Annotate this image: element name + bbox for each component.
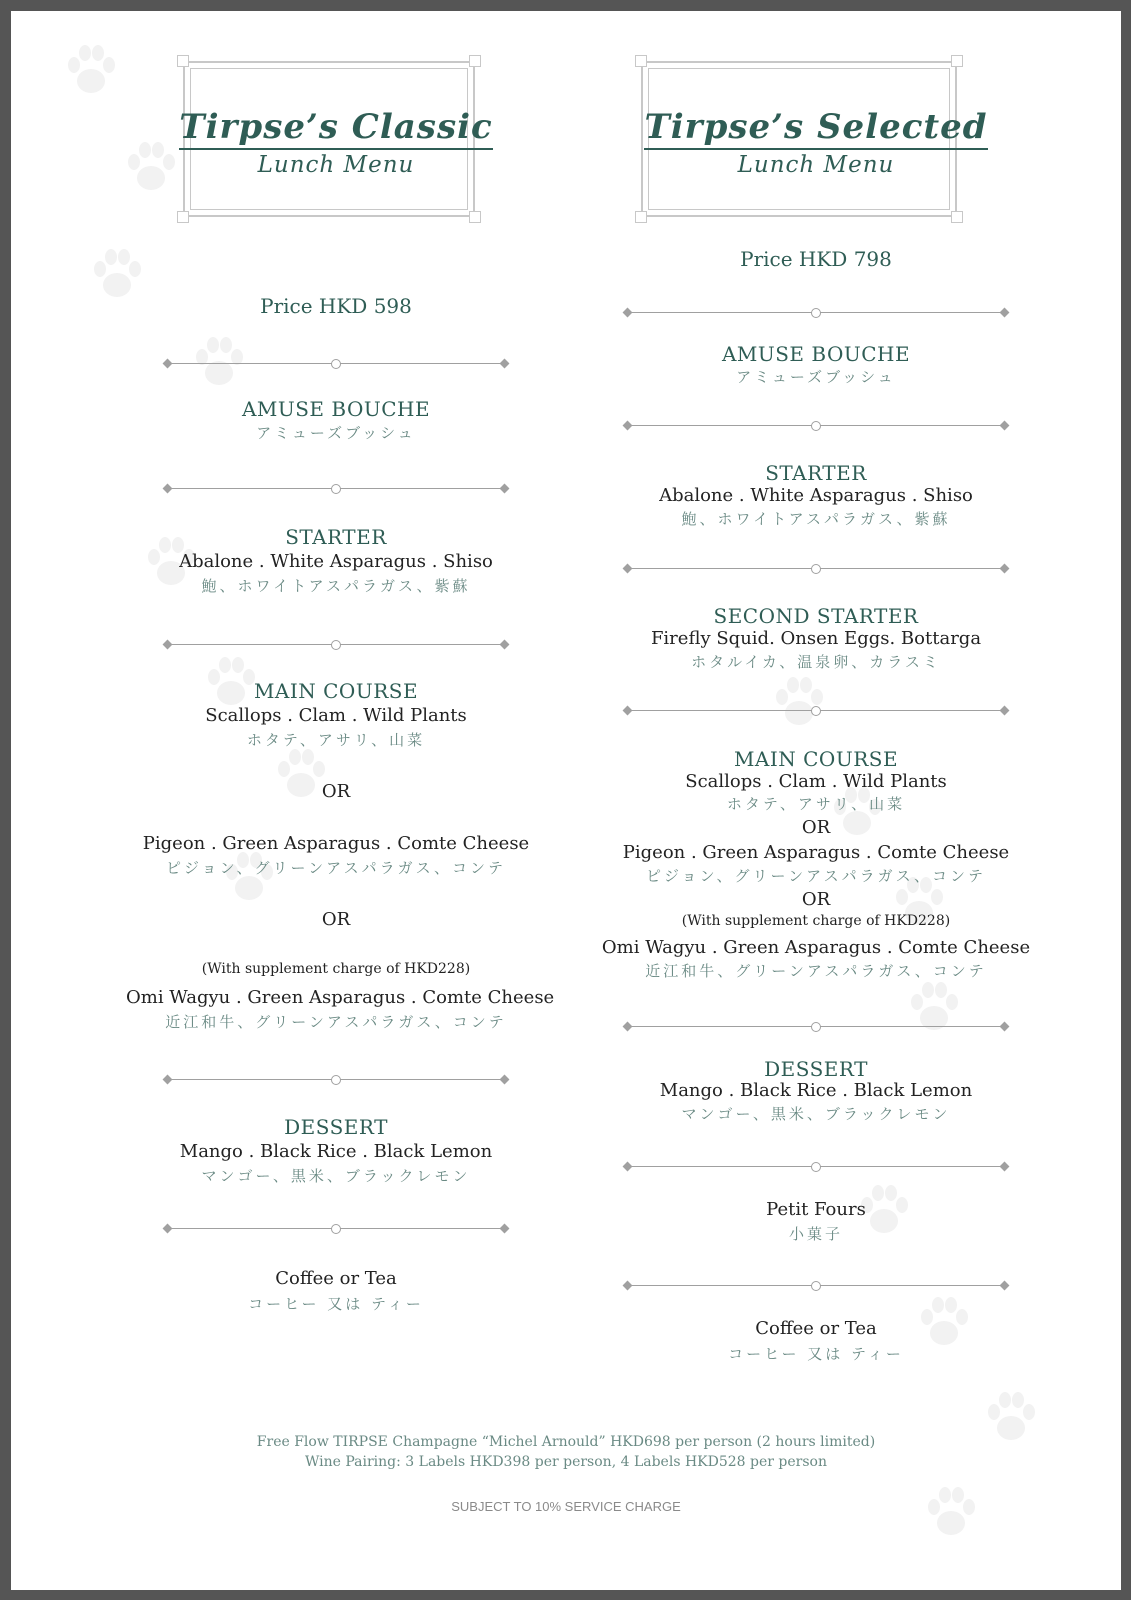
main-dish-pigeon: Pigeon . Green Asparagus . Comte Cheese — [622, 842, 1010, 863]
divider — [164, 359, 508, 369]
coffee-or-tea: Coffee or Tea — [755, 1318, 877, 1339]
or-separator: OR — [321, 781, 351, 802]
main-dish-omi-wagyu: Omi Wagyu . Green Asparagus . Comte Cheese — [601, 937, 1031, 958]
supplement-note: (With supplement charge of HKD228) — [201, 961, 471, 977]
dessert-heading: DESSERT — [764, 1057, 868, 1081]
divider — [624, 1281, 1008, 1291]
menu-page — [11, 11, 1121, 1590]
second-starter-dish: Firefly Squid. Onsen Eggs. Bottarga — [650, 628, 982, 649]
classic-menu-column — [126, 11, 555, 1411]
divider — [624, 421, 1008, 431]
dessert-heading: DESSERT — [284, 1115, 388, 1139]
dessert-dish: Mango . Black Rice . Black Lemon — [659, 1080, 973, 1101]
frame-corner — [469, 211, 481, 223]
divider — [624, 1022, 1008, 1032]
divider — [164, 1224, 508, 1234]
divider — [624, 706, 1008, 716]
petit-fours: Petit Fours — [766, 1199, 866, 1220]
price: Price HKD 598 — [260, 294, 412, 318]
second-starter-japanese: ホタルイカ、温泉卵、カラスミ — [691, 653, 941, 671]
amuse-bouche-heading: AMUSE BOUCHE — [241, 397, 431, 421]
frame-corner — [951, 211, 963, 223]
starter-dish: Abalone . White Asparagus . Shiso — [659, 485, 973, 506]
frame-corner — [177, 211, 189, 223]
main-dish-scallops: Scallops . Clam . Wild Plants — [205, 705, 467, 726]
service-charge-note: SUBJECT TO 10% SERVICE CHARGE — [451, 1499, 681, 1514]
petit-fours-japanese: 小菓子 — [788, 1225, 843, 1243]
divider — [624, 308, 1008, 318]
divider — [164, 1075, 508, 1085]
starter-heading: STARTER — [285, 525, 387, 549]
starter-japanese: 鮑、ホワイトアスパラガス、紫蘇 — [681, 510, 951, 528]
coffee-or-tea-japanese: コーヒー 又は ティー — [728, 1345, 904, 1363]
frame-corner — [635, 211, 647, 223]
main-dish-pigeon-japanese: ピジョン、グリーンアスパラガス、コンテ — [645, 867, 987, 885]
dessert-japanese: マンゴー、黒米、ブラックレモン — [201, 1167, 471, 1185]
second-starter-heading: SECOND STARTER — [713, 604, 919, 628]
coffee-or-tea: Coffee or Tea — [275, 1268, 397, 1289]
main-dish-scallops-japanese: ホタテ、アサリ、山菜 — [246, 731, 426, 749]
main-course-heading: MAIN COURSE — [733, 747, 899, 771]
frame-corner — [469, 55, 481, 67]
menu-subtitle: Lunch Menu — [257, 152, 415, 178]
main-dish-pigeon: Pigeon . Green Asparagus . Comte Cheese — [142, 833, 530, 854]
main-dish-omi-wagyu-japanese: 近江和牛、グリーンアスパラガス、コンテ — [645, 962, 987, 980]
divider — [164, 484, 508, 494]
dessert-japanese: マンゴー、黒米、ブラックレモン — [681, 1105, 951, 1123]
dessert-dish: Mango . Black Rice . Black Lemon — [179, 1141, 493, 1162]
supplement-note: (With supplement charge of HKD228) — [681, 913, 951, 929]
amuse-bouche-japanese: アミューズブッシュ — [256, 424, 416, 442]
amuse-bouche-heading: AMUSE BOUCHE — [721, 342, 911, 366]
coffee-or-tea-japanese: コーヒー 又は ティー — [248, 1295, 424, 1313]
main-dish-omi-wagyu: Omi Wagyu . Green Asparagus . Comte Cheese — [126, 987, 555, 1008]
menu-title: Tirpse’s Selected — [586, 107, 1046, 147]
or-separator: OR — [801, 817, 831, 838]
main-dish-omi-wagyu-japanese: 近江和牛、グリーンアスパラガス、コンテ — [165, 1013, 507, 1031]
selected-menu-column — [586, 11, 1046, 1411]
starter-heading: STARTER — [765, 461, 867, 485]
menu-title: Tirpse’s Classic — [126, 107, 546, 147]
wine-pairing-note: Wine Pairing: 3 Labels HKD398 per person, 4 Labels HKD528 per person — [305, 1454, 827, 1470]
divider — [164, 640, 508, 650]
amuse-bouche-japanese: アミューズブッシュ — [736, 368, 896, 386]
or-separator: OR — [321, 909, 351, 930]
menu-subtitle: Lunch Menu — [737, 152, 895, 178]
starter-dish: Abalone . White Asparagus . Shiso — [179, 551, 493, 572]
or-separator: OR — [801, 889, 831, 910]
divider — [624, 564, 1008, 574]
main-course-heading: MAIN COURSE — [253, 679, 419, 703]
main-dish-scallops: Scallops . Clam . Wild Plants — [685, 771, 947, 792]
starter-japanese: 鮑、ホワイトアスパラガス、紫蘇 — [201, 577, 471, 595]
main-dish-scallops-japanese: ホタテ、アサリ、山菜 — [726, 795, 906, 813]
frame-corner — [635, 55, 647, 67]
divider — [624, 1162, 1008, 1172]
champagne-note: Free Flow TIRPSE Champagne “Michel Arnould” HKD698 per person (2 hours limited) — [256, 1434, 876, 1450]
main-dish-pigeon-japanese: ピジョン、グリーンアスパラガス、コンテ — [165, 859, 507, 877]
price: Price HKD 798 — [740, 247, 892, 271]
frame-corner — [177, 55, 189, 67]
frame-corner — [951, 55, 963, 67]
paw-print-icon — [63, 39, 119, 99]
